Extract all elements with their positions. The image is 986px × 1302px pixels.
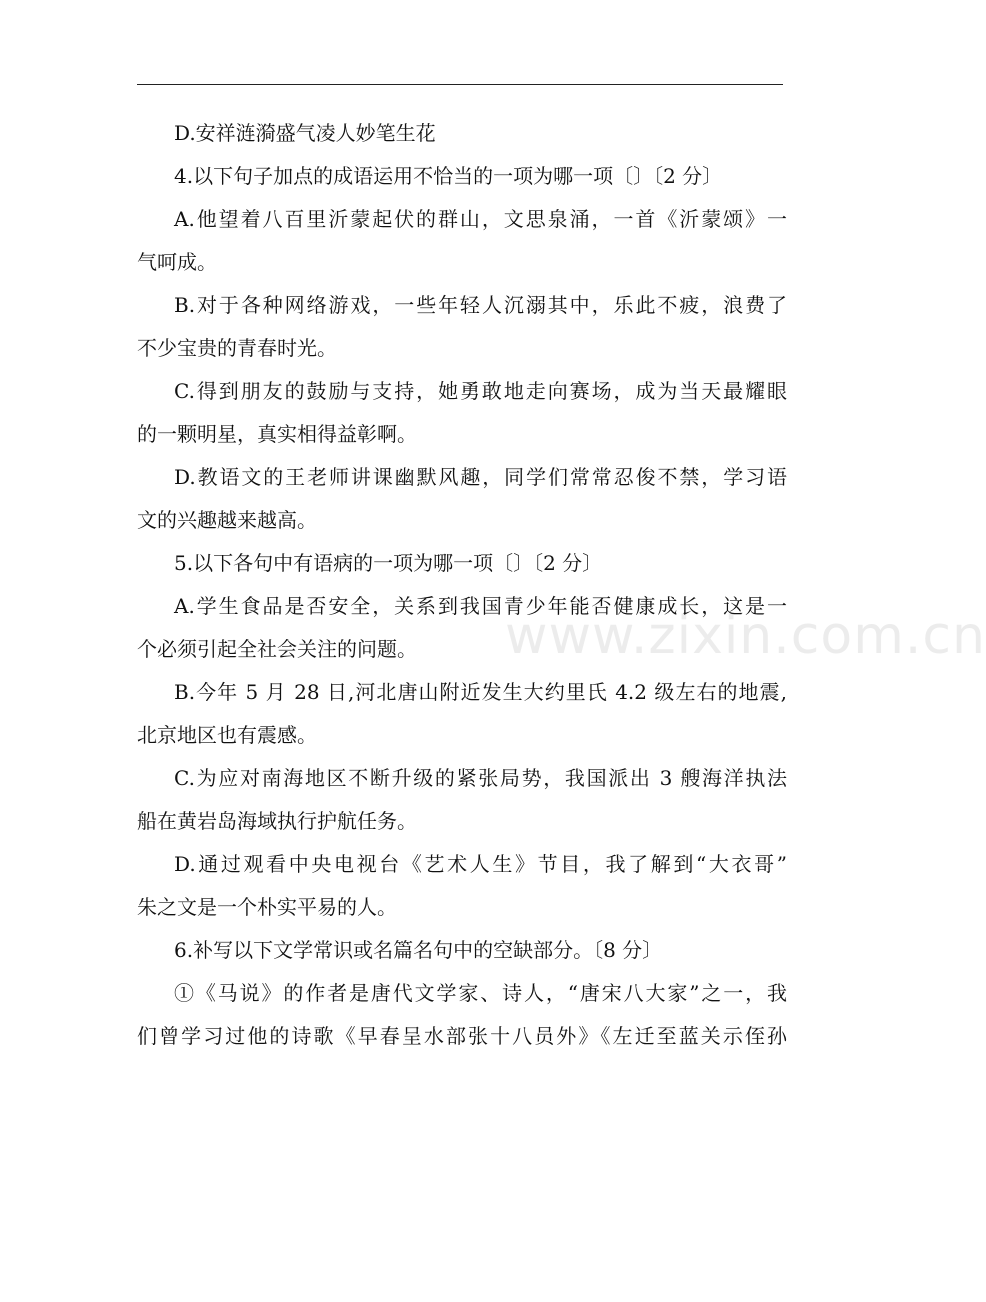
text-line: D.通过观看中央电视台《艺术人生》节目，我了解到“大衣哥” bbox=[174, 852, 787, 876]
text-line: C.得到朋友的鼓励与支持，她勇敢地走向赛场，成为当天最耀眼 bbox=[174, 379, 787, 403]
text-line: D.教语文的王老师讲课幽默风趣，同学们常常忍俊不禁，学习语 bbox=[174, 465, 787, 489]
watermark: www.zixin.com.cn bbox=[505, 606, 986, 666]
text-line: 不少宝贵的青春时光。 bbox=[137, 336, 337, 360]
text-line: 北京地区也有震感。 bbox=[137, 723, 317, 747]
document-body bbox=[137, 112, 787, 1058]
text-line: 个必须引起全社会关注的问题。 bbox=[137, 637, 417, 661]
text-line: 5.以下各句中有语病的一项为哪一项〔〕〔2 分〕 bbox=[174, 551, 603, 575]
text-line: 们曾学习过他的诗歌《早春呈水部张十八员外》《左迁至蓝关示侄孙 bbox=[137, 1024, 787, 1048]
text-line: 朱之文是一个朴实平易的人。 bbox=[137, 895, 397, 919]
text-line: 4.以下句子加点的成语运用不恰当的一项为哪一项〔〕〔2 分〕 bbox=[174, 164, 723, 188]
text-line: B.对于各种网络游戏，一些年轻人沉溺其中，乐此不疲，浪费了 bbox=[174, 293, 787, 317]
text-line: ①《马说》的作者是唐代文学家、诗人，“唐宋八大家”之一，我 bbox=[174, 981, 787, 1005]
text-line: B.今年 5 月 28 日,河北唐山附近发生大约里氏 4.2 级左右的地震, bbox=[174, 680, 787, 704]
text-line: 6.补写以下文学常识或名篇名句中的空缺部分。〔8 分〕 bbox=[174, 938, 663, 962]
text-line: 的一颗明星，真实相得益彰啊。 bbox=[137, 422, 417, 446]
text-line: C.为应对南海地区不断升级的紧张局势，我国派出 3 艘海洋执法 bbox=[174, 766, 787, 790]
text-line: D.安祥涟漪盛气凌人妙笔生花 bbox=[174, 121, 436, 145]
header-rule bbox=[137, 84, 783, 85]
text-line: 气呵成。 bbox=[137, 250, 217, 274]
text-line: A.学生食品是否安全，关系到我国青少年能否健康成长，这是一 bbox=[174, 594, 787, 618]
text-line: 船在黄岩岛海域执行护航任务。 bbox=[137, 809, 417, 833]
text-line: A.他望着八百里沂蒙起伏的群山，文思泉涌，一首《沂蒙颂》一 bbox=[174, 207, 787, 231]
text-line: 文的兴趣越来越高。 bbox=[137, 508, 317, 532]
